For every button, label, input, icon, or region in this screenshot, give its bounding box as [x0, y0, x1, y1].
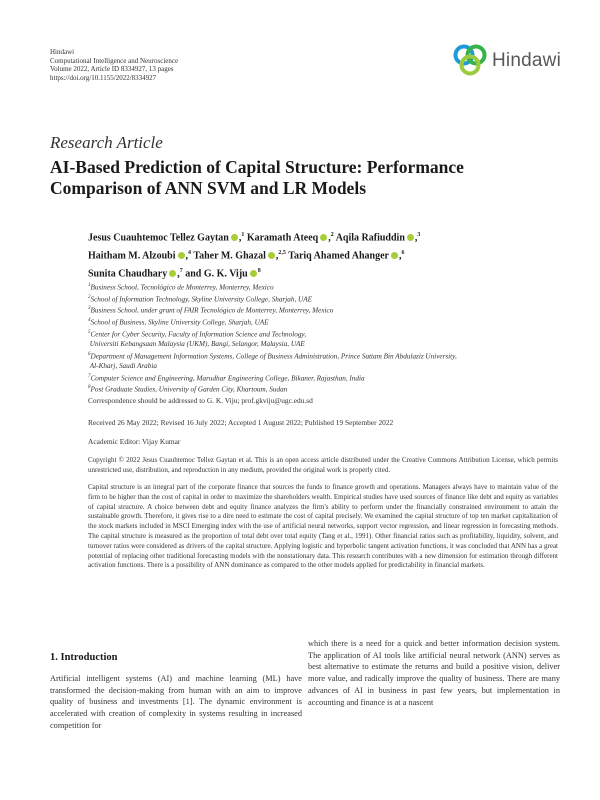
author-name: Tariq Ahamed Ahanger — [288, 250, 389, 262]
copyright-notice: Copyright © 2022 Jesus Cuauhtemoc Tellez Gaytan et al. This is an open access article distributed under the Creative Commons Attribution License, which permits unrestricted use, distribution, and reproduction in any medium, provided the original work is properly cited. — [88, 456, 558, 474]
academic-editor: Academic Editor: Vijay Kumar — [88, 437, 181, 446]
author-name: Jesus Cuauhtemoc Tellez Gaytan — [88, 232, 229, 244]
author-sup: 8 — [257, 267, 261, 274]
author-name: Taher M. Ghazal — [193, 250, 266, 262]
abstract-text: Capital structure is an integral part of the corporate finance that sources the funds to finance growth and operations. Managers always have to maintain value of the firm to be higher than the cost of capital in order to maximize the shareholders wealth. Empirical studies have used sources of finance like debt and equity as variables of capital structure. A choice between debt and equity finance analyzes the firm's ability to perform under the financially constrained environment to attain the sustainable growth. Therefore, it gives rise to a dire need to estimate the cost of capital precisely. We examined the capital structure of top ten market capitalization of the stock markets included in MSCI Emerging index with the use of artificial neural networks, support vector regression, and linear regression in forecasting methods. The capital structure is measured as the proportion of total debt over total equity (Tang et al., 1991). Other financial ratios such as profitability, liquidity, solvent, and turnover ratios were considered as drivers of the capital structure. Applying logistic and hyperbolic tangent activation functions, it was concluded that ANN has a great potential of replacing other traditional forecasting models with the nonstationary data. This research contributes with a new dimension for estimation through different activation functions. There is a possibility of ANN dominance as compared to the other models applied for predictability in financial markets. — [88, 483, 558, 570]
author-name: Karamath Ateeq — [246, 232, 319, 244]
author-name: Aqila Rafiuddin — [335, 232, 405, 244]
affiliation: $^5$Center for Cyber Security, Faculty of Information Science and Technology, Universiti Kebangsaan Malaysia (UKM), Bangi, Selangor, Malaysia, UAE — [88, 329, 307, 349]
author-sup: 6 — [401, 249, 405, 256]
logo-text: Hindawi — [492, 50, 561, 71]
section-heading: 1. Introduction — [50, 652, 118, 663]
orcid-icon[interactable] — [268, 252, 275, 259]
author-name: Sunita Chaudhary — [88, 267, 168, 279]
author-sup: 3 — [417, 232, 421, 238]
dates-line: Received 26 May 2022; Revised 16 July 2022; Accepted 1 August 2022; Published 19 September 2022 — [88, 418, 394, 427]
affiliation: $^6$Department of Management Information Systems, College of Business Administration, Prince Sattam Bin Abdulaziz University, Al-Kharj, Saudi Arabia — [88, 351, 457, 371]
orcid-icon[interactable] — [231, 234, 238, 241]
hindawi-logo-icon — [452, 42, 490, 78]
affiliation-list — [88, 281, 558, 395]
author-sup: 2,5 — [278, 249, 286, 256]
orcid-icon[interactable] — [391, 252, 398, 259]
body-column-left: Artificial intelligent systems (AI) and machine learning (ML) have transformed the decision-making from human with an aim to improve quality of business and investments [1]. The dynamic environment is accelerated with creation of complexity in systems resulting in increased competition for — [50, 674, 302, 730]
orcid-icon[interactable] — [320, 234, 327, 241]
affiliation: $^1$Business School, Tecnológico de Monterrey, Monterrey, Mexico — [88, 283, 274, 292]
publisher-name: Hindawi — [50, 48, 75, 56]
orcid-icon[interactable] — [169, 270, 176, 277]
affiliation: $^2$School of Information Technology, Skyline University College, Sharjah, UAE — [88, 294, 313, 304]
orcid-icon[interactable] — [178, 252, 185, 259]
author-sup: 4 — [188, 249, 192, 256]
author-sup: 1 — [241, 232, 245, 238]
journal-header — [50, 48, 178, 82]
volume-line: Volume 2022, Article ID 8334927, 13 pages — [50, 65, 174, 73]
correspondence-line: Correspondence should be addressed to G. K. Viju; prof.gkviju@ugc.edu.sd — [88, 396, 313, 405]
author-name: G. K. Viju — [203, 267, 248, 279]
body-column-right: which there is a need for a quick and better information decision system. The application of AI tools like artificial neural network (ANN) serves as best alternative to estimate the returns and build a positive vision, deliver more value, and radically improve the quality of business. There are many advances of AI in business in past few years, but implementation in accounting and finance is at a nascent — [308, 639, 560, 707]
affiliation: $^8$Post Graduate Studies, University of Garden City, Khartoum, Sudan — [88, 385, 288, 394]
affiliation: $^4$School of Business, Skyline University College, Sharjah, UAE — [88, 318, 269, 327]
author-sup: 2 — [330, 232, 334, 238]
doi-link[interactable]: https://doi.org/10.1155/2022/8334927 — [50, 73, 157, 82]
orcid-icon[interactable] — [407, 234, 414, 241]
orcid-icon[interactable] — [250, 270, 257, 277]
affiliation: $^3$Business School, under grant of FAIR Tecnológico de Monterrey, Monterrey, Mexico — [88, 306, 334, 315]
paper-title: AI-Based Prediction of Capital Structure: Performance Comparison of ANN SVM and LR Models — [50, 157, 464, 198]
journal-name: Computational Intelligence and Neuroscience — [50, 56, 179, 65]
author-sup: 7 — [179, 267, 183, 274]
article-type: Research Article — [50, 133, 163, 152]
hindawi-logo — [452, 42, 562, 78]
affiliation: $^7$Computer Science and Engineering, Marudhar Engineering College, Bikaner, Rajasthan, India — [88, 373, 365, 383]
author-name: Haitham M. Alzoubi — [88, 250, 176, 262]
author-list: Jesus Cuauhtemoc Tellez Gaytan ,$^1$ Karamath Ateeq ,$^2$ Aqila Rafiuddin ,$^3$ Haitham M. Alzoubi ,$^4$ Taher M. Ghazal ,$^{2,5}$ Tariq Ahamed Ahanger ,$^6$ Sunita Chaudhary ,$^7$ and G. K. Viju $^8$ — [88, 232, 421, 279]
